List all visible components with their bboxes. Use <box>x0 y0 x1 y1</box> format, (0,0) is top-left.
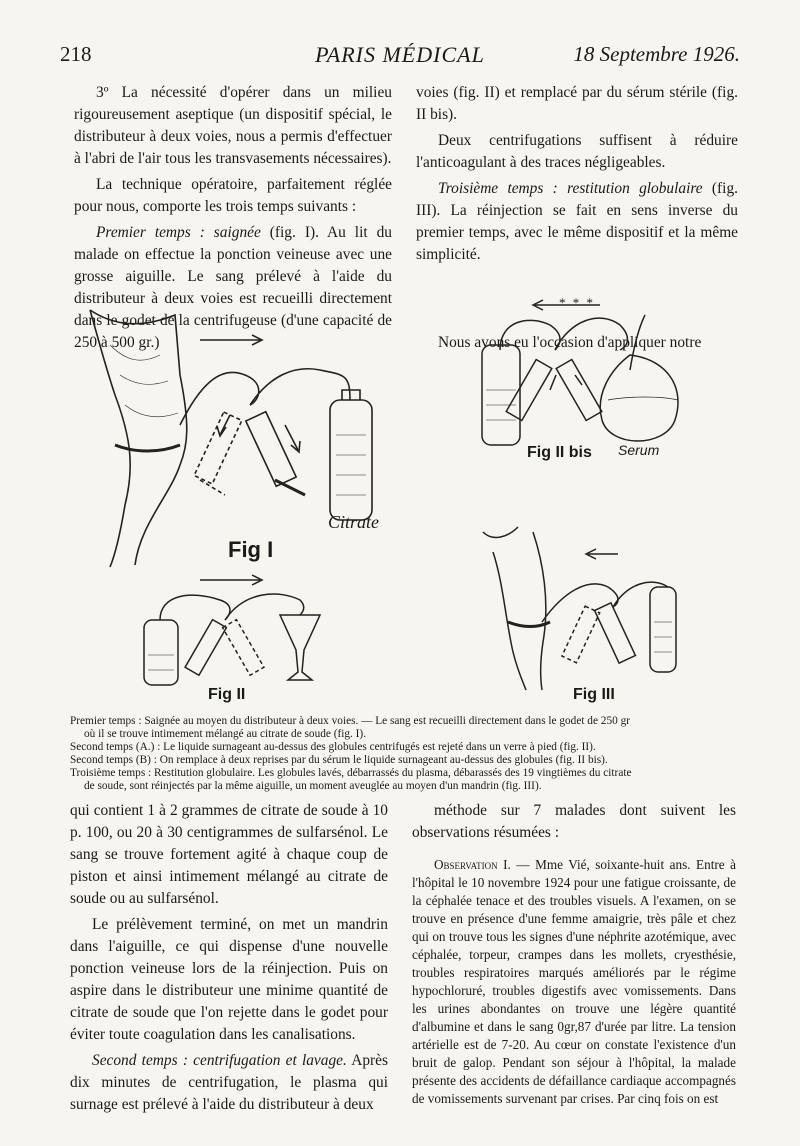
paragraph: qui contient 1 à 2 grammes de citrate de soude à 10 p. 100, ou 20 à 30 centigrammes de sulfarsénol. Le sang se trouve fortement agité à chaque coup de piston et ainsi intimement mélangé au citrate de soude ou au sulfarsénol. <box>70 802 388 907</box>
section-heading: Premier temps : saignée <box>96 224 261 241</box>
issue-date: 18 Septembre 1926. <box>573 42 740 66</box>
paragraph <box>70 1050 388 1116</box>
observation-paragraph <box>412 856 736 1108</box>
paragraph: Deux centrifugations suffisent à réduire l'anticoagulant à des traces négligeables. <box>416 132 738 171</box>
caption-line: où il se trouve intimement mélangé au citrate de soude (fig. I). <box>84 728 367 740</box>
paragraph: Le prélèvement terminé, on met un mandrin dans l'aiguille, ce qui dispense d'une nouvelle ponction veineuse lors de la réinjection. Puis on aspire dans le distributeur une minime quantité de citrate de soude que l'on rejette dans le godet pour éviter toute coagulation dans les canalisations. <box>70 916 388 1043</box>
paragraph <box>416 178 738 266</box>
section-heading: Troisième temps : restitution globulaire <box>438 180 703 197</box>
caption-line: Second temps (B) : On remplace à deux reprises par du sérum le liquide surnageant au-dessus des globules (fig. II bis). <box>70 754 608 766</box>
bottom-left-column <box>70 800 388 1120</box>
page-number: 218 <box>60 42 92 66</box>
citrate-label: Citrate <box>328 512 380 532</box>
journal-title: PARIS MÉDICAL <box>315 42 485 67</box>
paragraph: Nous avons eu l'occasion d'appliquer notre <box>438 334 702 351</box>
figure-3-label: Fig III <box>573 686 615 703</box>
bottom-right-column <box>412 800 736 1112</box>
paragraph-text: Après dix minutes de centrifugation, le plasma qui surnage est prélevé à l'aide du distributeur à deux <box>70 1052 388 1113</box>
figure-2-illustration <box>140 570 340 690</box>
figure-2bis-illustration <box>470 290 700 450</box>
serum-label: Serum <box>618 442 660 458</box>
paragraph: méthode sur 7 malades dont suivent les observations résumées : <box>412 802 736 841</box>
paragraph-text: (fig. III). La réinjection se fait en sens inverse du premier temps, avec le même dispositif et la même simplicité. <box>416 180 738 263</box>
running-header <box>60 42 740 72</box>
figure-1-label: Fig I <box>228 537 274 562</box>
paragraph-text: (fig. I). Au lit du malade on effectue la ponction veineuse avec une grosse aiguille. Le sang prélevé à l'aide du distributeur à deux voies est recueilli directement dans le godet de la centrifugeuse (d'une capacité de 250 à 500 gr.) <box>74 224 392 351</box>
caption-line: Second temps (A.) : Le liquide surnageant au-dessus des globules centrifugés est rejeté dans un verre à pied (fig. II). <box>70 741 596 753</box>
caption-line: Troisième temps : Restitution globulaire. Les globules lavés, débarrassés du plasma, débarassés des 19 vingtièmes du citrate <box>70 767 632 779</box>
figure-captions <box>70 715 740 793</box>
figure-2bis-label: Fig II bis <box>527 444 592 461</box>
observation-heading: Observation I. <box>434 857 511 872</box>
observation-text: — Mme Vié, soixante-huit ans. Entre à l'hôpital le 10 novembre 1924 pour une fatigue croissante, de la céphalée tenace et des troubles visuels. A l'examen, on se trouve en présence d'une femme amaigrie, très pâle et chez qui on trouve tous les signes d'une néphrite azotémique, avec céphalée, torpeur, crampes dans les mollets, cryesthésie, troubles respiratoires marqués améliorés par le régime hypochloruré, troubles digestifs avec vomissements. Dans les urines abondantes on trouve une légère quantité d'albumine et dans le sang 0gr,87 d'urée par litre. La tension artérielle est de 7-20. Au cœur on constate l'existence d'un bruit de galop. Pendant son séjour à l'hôpital, la malade présente des accidents de défaillance cardiaque accompagnés de vomissements survenant par crises. Par cinq fois on est <box>412 857 736 1106</box>
figure-2-label: Fig II <box>208 686 246 703</box>
section-heading: Second temps : centrifugation et lavage. <box>92 1052 347 1069</box>
figure-3-illustration <box>478 522 708 692</box>
asterism: * * * <box>559 295 595 310</box>
paragraph: La technique opératoire, parfaitement réglée pour nous, comporte les trois temps suivants : <box>74 176 392 215</box>
caption-line: Premier temps : Saignée au moyen du distributeur à deux voies. — Le sang est recueilli directement dans le godet de 250 gr <box>70 715 630 727</box>
paragraph: 3º La nécessité d'opérer dans un milieu rigoureusement aseptique (un dispositif spécial, le distributeur à deux voies, nous a permis d'effectuer à l'abri de l'air tous les transvasements nécessaires). <box>74 84 392 167</box>
caption-line: de soude, sont réinjectés par la même aiguille, un moment aveuglée au moyen d'un mandrin (fig. III). <box>84 780 542 792</box>
paragraph: voies (fig. II) et remplacé par du sérum stérile (fig. II bis). <box>416 84 738 123</box>
